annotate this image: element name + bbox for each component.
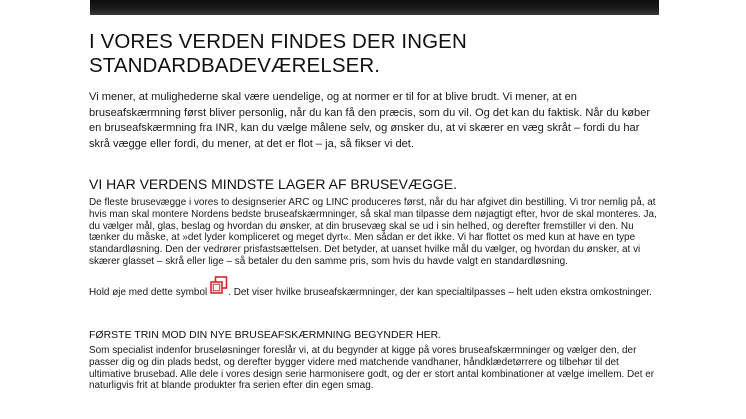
symbol-note-text-after: . Det viser hvilke bruseafskærmninger, der kan specialtilpasses – helt uden ekstra omkostninger.: [228, 286, 652, 298]
step-paragraph: Som specialist indenfor bruseløsninger foreslår vi, at du begynder at kigge på vores bruseafskærmninger og vælger den, der passer dig og din plads bedst, og derefter bygger videre med matchende vandhaner, håndklædetørrere og tilbehør til det ultimative brusebad. Alle dele i vores design serie harmonisere godt, og der er stort antal kombinationer at vælge imellem. Det er naturligvis frit at blande produkter fra serien efter din egen smag.: [89, 345, 655, 392]
intro-paragraph: Vi mener, at mulighederne skal være uendelige, og at normer er til for at blive brudt. Vi mener, at en bruseafskærmning først bliver personlig, når du kan få den præcis, som du vil. Og det kan du faktisk. Når du køber en bruseafskærmning fra INR, kan du vælge målene selv, og ønsker du, at vi skærer en væg skråt – fordi du har skrå vægge eller fordi, du mener, at det er flot – ja, så fikser vi det.: [89, 91, 651, 150]
symbol-note: [89, 281, 659, 299]
section-paragraph: De fleste brusevægge i vores to designserier ARC og LINC produceres først, når du har afgivet din bestilling. Vi tror nemlig på, at hvis man skal montere Nordens bedste bruseafskærmninger, så skal man tilpasse dem nøjagtigt efter, hvor de skal monteres. Ja, du vælger mål, glas, beslag og hvordan du ønsker, at din brusevæg skal se ud i sin helhed, og derefter fremstiller vi den. Nu tænker du måske, at »det lyder kompliceret og meget dyrt«. Men sådan er det ikke. Vi har flottet os med kun at have en type standardløsning. Den der vedrører prisfastsættelsen. Det betyder, at uanset hvilke mål du vælger, og hvordan du ønsker, at vi skærer glasset – skrå eller lige – så betaler du den samme pris, som hvis du havde valgt en standardløsning.: [89, 197, 657, 267]
symbol-note-text-before: Hold øje med dette symbol: [89, 286, 208, 298]
section-heading: VI HAR VERDENS MINDSTE LAGER AF BRUSEVÆGGE.: [89, 176, 457, 193]
step-heading: FØRSTE TRIN MOD DIN NYE BRUSEAFSKÆRMNING BEGYNDER HER.: [89, 329, 442, 342]
page-title: I VORES VERDEN FINDES DER INGEN STANDARDBADEVÆRELSER.: [89, 30, 467, 77]
custom-fit-symbol-icon: [210, 281, 228, 297]
header-image: [90, 0, 659, 15]
article: [89, 30, 659, 392]
